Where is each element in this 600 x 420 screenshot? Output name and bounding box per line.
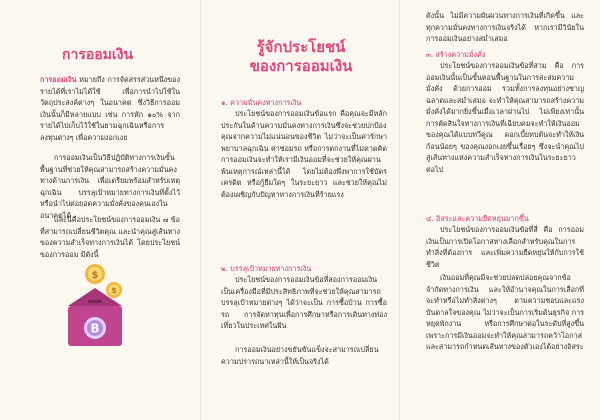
section-4-text: ประโยชน์ของการออมเงินข้อที่สี่ คือ การออมเงินเป็นการเปิดโอกาสทางเลือกสำหรับคุณในการทำสิ่งที่ต้องการ และเพิ่มความยืดหยุ่นให้กับการใช้ชีวิต (426, 225, 584, 269)
left-title: การออมเงิน (62, 47, 134, 63)
intro-lead: การออมเงิน (40, 75, 77, 84)
middle-title (201, 38, 401, 76)
section-3-heading: ๓. สร้างความมั่งคั่ง (426, 50, 486, 59)
left-panel (0, 0, 200, 420)
left-paragraph-3: และนี่คือประโยชน์ของการออมเงิน ๗ ข้อ ที่สามารถเปลี่ยนชีวิตคุณ และนำคุณสู่เส้นทางของความสำเร็จทางการเงินได้ โดยประโยชน์ของการออม มีดังนี้ (40, 215, 180, 259)
section-4-heading: ๔. อิสระและความยืดหยุ่นมากขึ้น (426, 214, 529, 223)
middle-panel (200, 0, 400, 420)
right-paragraph-0: ดังนั้น ไม่มีความผันผวนทางการเงินที่เกิดขึ้น และทุกความมั่นคงทางการเงินจริงได้ หากเรามีวินัยในการออมเงินอย่างสม่ำเสมอ (426, 11, 584, 43)
piggy-house-coin-illustration (62, 262, 128, 350)
section-1-heading: ๑. ความมั่นคงทางการเงิน (221, 98, 302, 107)
right-panel (400, 0, 600, 420)
svg-text:$: $ (91, 270, 99, 281)
section-4-text-2: เงินออมที่คุณมีจะช่วยปลดปล่อยคุณจากข้อจำกัดทางการเงิน และให้อำนาจคุณในการเลือกที่จะทำหรือไม่ทำสิ่งต่างๆ ตามความชอบและแรงบันดาลใจของคุณ ไม่ว่าจะเป็นการเริ่มต้นธุรกิจ การหยุดพักงาน หรือการศึกษาต่อในระดับที่สูงขึ้น เพราะการมีเงินออมจะทำให้คุณสามารถคว้าโอกาสและสามารถกำหนดเส้นทางของตัวเองได้อย่างอิสระ (426, 273, 584, 351)
section-2-heading: ๒. บรรลุเป้าหมายทางการเงิน (221, 264, 312, 273)
section-2-text-2: การออมเงินอย่างขยันขันแข็งจะสามารถเปลี่ยนความปรารถนาเหล่านี้ให้เป็นจริงได้ (221, 345, 379, 366)
crypto-coin-symbol: B (90, 321, 100, 336)
section-2-text: ประโยชน์ของการออมเงินข้อที่สองการออมเงินเป็นเครื่องมือที่มีประสิทธิภาพที่จะช่วยให้คุณสามารถบรรลุเป้าหมายต่างๆ ได้ว่าจะเป็น การซื้อบ้าน การซื้อรถ การจัดหาทุนเพื่อการศึกษาหรือการเดินทางท่องเที่ยวในประเทศในฝัน (221, 275, 387, 330)
left-paragraph-2: การออมเงินเป็นวิธีปฏิบัติทางการเงินขั้นพื้นฐานที่ช่วยให้คุณสามารถสร้างความมั่นคงทางด้านการเงิน เพื่อเตรียมพร้อมสำหรับเหตุฉุกเฉิน บรรลุเป้าหมายทางการเงินที่ตั้งไว้ หรือนำไปต่อยอดความมั่งคั่งของคนเองในอนาคตได้ (40, 153, 180, 220)
section-1-text: ประโยชน์ของการออมเงินข้อแรก คือคุณจะมีหลักประกันในด้านความมั่นคงทางการเงินซึ่งจะช่วยปกป้องคุณจากความไม่แน่นอนของชีวิต ไม่ว่าจะเป็นค่ารักษาพยาบาลฉุกเฉิน ค่าซ่อมรถ หรือการตกงานที่ไม่คาดคิด การออมเงินจะทำให้เรามีเงินออมที่จะช่วยให้คุณผ่านพ้นเหตุการณ์เหล่านี้ได้ โดยไม่ต้องพึ่งพาการใช้บัตรเครดิต หรือกู้ยืมใดๆ ในระยะยาว และช่วยให้คุณไม่ต้องเผชิญกับปัญหาทางการเงินที่ร้ายแรง (221, 109, 387, 199)
intro-text: หมายถึง การจัดสรรส่วนหนึ่งของรายได้ที่เราไม่ได้ใช้ เพื่อการนำไปใช้ในวัตถุประสงค์ต่างๆ ในอนาคต ซึ่งวิธีการออมเงินนั้นก็มีหลายแบบ เช่น การหัก ๑๐% จากรายได้ไปเก็บไว้ใช้ในยามฉุกเฉินหรือการลงทุนต่างๆ เพื่อความงอกเงย (40, 75, 180, 142)
intro-paragraph (40, 74, 180, 143)
middle-title-line-1: รู้จักประโยชน์ (256, 38, 346, 56)
middle-title-line-2: ของการออมเงิน (249, 57, 353, 75)
coin-slot (88, 300, 102, 303)
section-3-text: ประโยชน์ของการออมเงินข้อที่สาม คือ การออมเงินนั้นเป็นขั้นตอนพื้นฐานในการสะสมความมั่งคั่ง ด้วยการออม รวมทั้งการลงทุนอย่างชาญฉลาดและสม่ำเสมอ จะทำให้คุณสามารถสร้างความมั่งคั่งได้มากยิ่งขึ้นเมื่อเวลาผ่านไป ไม่เพียงเท่านั้น การตัดสินใจทางการเงินที่เฉียบคมจะทำให้เงินออมของคุณได้แบบทวีคูณ ดอกเบี้ยทบต้นจะทำให้เงินก้อนน้อยๆ ของคุณงอกเงยขึ้นเรื่อยๆ ซึ่งจะนำคุณไปสู่เส้นทางแห่งความสำเร็จทางการเงินในระยะยาวต่อไป (426, 61, 584, 174)
svg-text:$: $ (111, 286, 117, 295)
